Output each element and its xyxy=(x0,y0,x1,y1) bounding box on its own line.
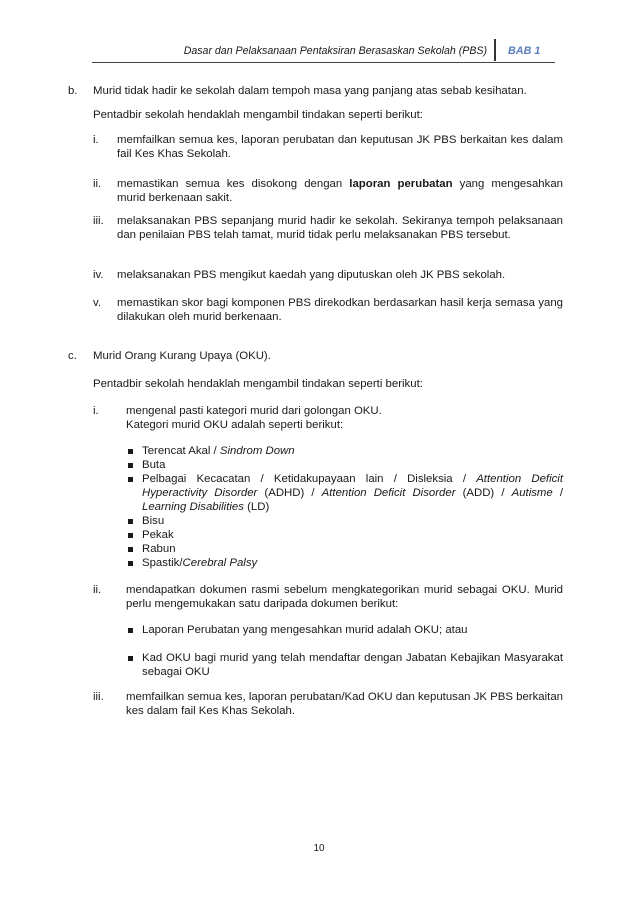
list-marker: ii. xyxy=(93,178,102,190)
category-item xyxy=(142,556,563,570)
list-item xyxy=(117,177,563,205)
list-marker: i. xyxy=(93,405,99,417)
category-text: Spastik/ xyxy=(142,557,183,569)
document-item: Kad OKU bagi murid yang telah mendaftar dengan Jabatan Kebajikan Masyarakat sebagai OKU xyxy=(142,652,563,678)
bullet-icon xyxy=(128,628,133,633)
document-item: Laporan Perubatan yang mengesahkan murid adalah OKU; atau xyxy=(142,624,468,636)
category-text: Terencat Akal / xyxy=(142,445,220,457)
section-b-marker: b. xyxy=(68,85,78,97)
category-text-italic: Sindrom Down xyxy=(219,445,295,457)
category-text-italic: Autisme xyxy=(511,487,553,499)
bullet-icon xyxy=(128,561,133,566)
list-item: mendapatkan dokumen rasmi sebelum mengkategorikan murid sebagai OKU. Murid perlu mengemukakan satu daripada dokumen berikut: xyxy=(126,584,563,610)
header-separator xyxy=(494,39,496,61)
bullet-icon xyxy=(128,533,133,538)
category-text: (LD) xyxy=(243,501,270,513)
category-text-italic: Learning Disabilities xyxy=(142,501,244,513)
category-item: Bisu xyxy=(142,515,165,527)
header-rule xyxy=(92,62,555,63)
list-item-text: memastikan semua kes disokong dengan xyxy=(117,178,350,190)
bullet-icon xyxy=(128,477,133,482)
category-item: Rabun xyxy=(142,543,176,555)
category-text: (ADHD) / xyxy=(257,487,322,499)
category-text-italic: Attention Deficit Hyperactivity Disorder xyxy=(142,473,563,499)
category-item xyxy=(142,472,563,514)
list-item: melaksanakan PBS sepanjang murid hadir ke sekolah. Sekiranya tempoh pelaksanaan dan penilaian PBS telah tamat, murid tidak perlu melaksanakan PBS tersebut. xyxy=(117,215,563,241)
list-marker: i. xyxy=(93,134,99,146)
list-marker: iii. xyxy=(93,215,104,227)
list-item: melaksanakan PBS mengikut kaedah yang diputuskan oleh JK PBS sekolah. xyxy=(117,269,506,281)
emphasis-text: laporan perubatan xyxy=(349,178,453,190)
list-marker: iv. xyxy=(93,269,104,281)
category-text-italic: Cerebral Palsy xyxy=(182,557,258,569)
category-text: Pelbagai Kecacatan / Ketidakupayaan lain / Disleksia / xyxy=(142,473,477,485)
page-header xyxy=(0,39,638,61)
category-item: Buta xyxy=(142,459,166,471)
list-marker: v. xyxy=(93,297,102,309)
page-number: 10 xyxy=(313,843,325,854)
bullet-icon xyxy=(128,519,133,524)
list-item: memfailkan semua kes, laporan perubatan/Kad OKU dan keputusan JK PBS berkaitan kes dalam fail Kes Khas Sekolah. xyxy=(126,691,563,717)
list-marker: iii. xyxy=(93,691,104,703)
category-item: Pekak xyxy=(142,529,174,541)
bullet-icon xyxy=(128,656,133,661)
chapter-label: BAB 1 xyxy=(508,45,541,57)
section-c-marker: c. xyxy=(68,350,77,362)
list-item: memastikan skor bagi komponen PBS direkodkan berdasarkan hasil kerja semasa yang dilakukan oleh murid berkenaan. xyxy=(117,297,563,323)
section-b-intro: Pentadbir sekolah hendaklah mengambil tindakan seperti berikut: xyxy=(93,109,423,121)
section-c-intro: Pentadbir sekolah hendaklah mengambil tindakan seperti berikut: xyxy=(93,378,423,390)
category-text-italic: Attention Deficit Disorder xyxy=(321,487,456,499)
list-marker: ii. xyxy=(93,584,102,596)
category-text: (ADD) / xyxy=(455,487,512,499)
bullet-icon xyxy=(128,463,133,468)
category-item xyxy=(142,444,563,458)
header-title: Dasar dan Pelaksanaan Pentaksiran Berasaskan Sekolah (PBS) xyxy=(183,45,487,57)
section-c-heading: Murid Orang Kurang Upaya (OKU). xyxy=(93,350,271,362)
section-b-heading: Murid tidak hadir ke sekolah dalam tempoh masa yang panjang atas sebab kesihatan. xyxy=(93,85,527,97)
category-text: / xyxy=(552,487,564,499)
bullet-icon xyxy=(128,547,133,552)
list-item-text: yang mengesahkan murid berkenaan sakit. xyxy=(117,178,563,204)
list-item: mengenal pasti kategori murid dari golongan OKU. xyxy=(126,405,382,417)
list-item: memfailkan semua kes, laporan perubatan dan keputusan JK PBS berkaitan kes dalam fail Kes Khas Sekolah. xyxy=(117,134,563,160)
list-item: Kategori murid OKU adalah seperti berikut: xyxy=(126,419,344,431)
bullet-icon xyxy=(128,449,133,454)
